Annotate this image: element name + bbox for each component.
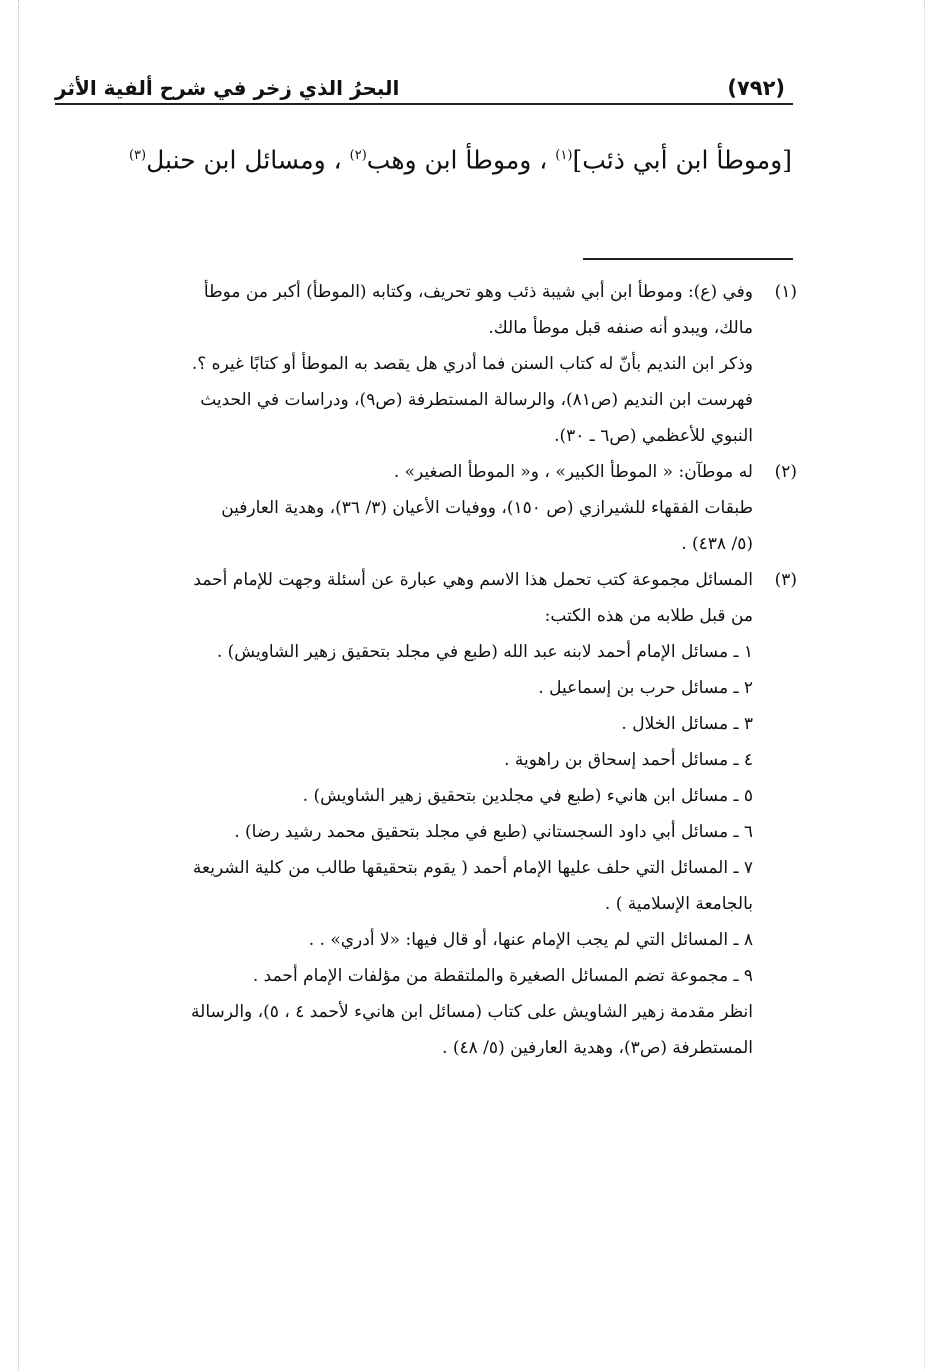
footnote-list-item: ٢ ـ مسائل حرب بن إسماعيل . (538, 678, 753, 698)
footnote-text: المسائل مجموعة كتب تحمل هذا الاسم وهي عبارة عن أسئلة وجهت للإمام أحمد (193, 570, 753, 590)
footnote-list-item: ٣ ـ مسائل الخلال . (621, 714, 753, 734)
scan-margin-dots-left (18, 0, 19, 1370)
footnote-line: المستطرفة (ص٣)، وهدية العارفين (٥/ ٤٨) . (442, 1038, 753, 1058)
footnote-line: (٥/ ٤٣٨) . (681, 534, 753, 554)
footnote-list-item: ٩ ـ مجموعة تضم المسائل الصغيرة والملتقطة من مؤلفات الإمام أحمد . (252, 966, 753, 986)
footnote-list-item: ٨ ـ المسائل التي لم يجب الإمام عنها، أو قال فيها: «لا أدري» . . (308, 930, 753, 950)
page-number: (٧٩٢) (727, 76, 785, 100)
footnote-text: له موطآن: « الموطأ الكبير» ، و« الموطأ الصغير» . (393, 462, 753, 482)
footnote-separator (583, 258, 793, 260)
footnote-list-item: ٤ ـ مسائل أحمد إسحاق بن راهوية . (504, 750, 753, 770)
footnote-list-item: ٥ ـ مسائل ابن هانيء (طبع في مجلدين بتحقيق زهير الشاويش) . (302, 786, 753, 806)
scan-margin-dots-right (924, 0, 925, 1370)
footnote-line (87, 274, 797, 310)
footnote-line: فهرست ابن النديم (ص٨١)، والرسالة المستطرفة (ص٩)، ودراسات في الحديث (200, 390, 753, 410)
footnote-list-item: ٦ ـ مسائل أبي داود السجستاني (طبع في مجلد بتحقيق محمد رشيد رضا) . (234, 822, 753, 842)
running-title: البحرُ الذي زخر في شرح ألفية الأثر (55, 76, 400, 100)
footnote-line (87, 454, 797, 490)
footnote-number: (٣) (774, 570, 797, 590)
footnote-line: وذكر ابن النديم بأنّ له كتاب السنن فما أدري هل يقصد به الموطأ أو كتابًا غيره ؟. (191, 354, 753, 374)
footnote-line: مالك، ويبدو أنه صنفه قبل موطأ مالك. (488, 318, 753, 338)
footnote-line (87, 562, 797, 598)
main-text-line (72, 133, 792, 183)
main-text-part-1: [وموطأ ابن أبي ذئب] (572, 145, 792, 175)
footnote-ref-3[interactable]: (٣) (128, 148, 147, 163)
footnote-text: وفي (ع): وموطأ ابن أبي شيبة ذئب وهو تحريف، وكتابه (الموطأ) أكبر من موطأ (203, 282, 753, 302)
footnote-line: طبقات الفقهاء للشيرازي (ص ١٥٠)، ووفيات الأعيان (٣/ ٣٦)، وهدية العارفين (221, 498, 753, 518)
main-text-part-3: ، ومسائل ابن حنبل (146, 145, 350, 175)
footnote-line: من قبل طلابه من هذه الكتب: (544, 606, 753, 626)
footnote-ref-1[interactable]: (١) (555, 148, 573, 163)
footnote-number: (٢) (774, 462, 797, 482)
footnotes (87, 274, 797, 1066)
footnote-ref-2[interactable]: (٢) (349, 148, 367, 163)
main-text-part-2: ، وموطأ ابن وهب (366, 145, 556, 175)
footnote-1 (87, 274, 797, 454)
footnote-number: (١) (774, 282, 797, 302)
footnote-3 (87, 562, 797, 1066)
footnote-list-item: ١ ـ مسائل الإمام أحمد لابنه عبد الله (طبع في مجلد بتحقيق زهير الشاويش) . (216, 642, 753, 662)
header-rule (55, 103, 793, 105)
footnote-list-item: ٧ ـ المسائل التي حلف عليها الإمام أحمد ( يقوم بتحقيقها طالب من كلية الشريعة (192, 858, 753, 878)
footnote-list-item: بالجامعة الإسلامية ) . (604, 894, 753, 914)
footnote-line: انظر مقدمة زهير الشاويش على كتاب (مسائل ابن هانيء لأحمد ٤ ، ٥)، والرسالة (191, 1002, 753, 1022)
footnote-line: النبوي للأعظمي (ص٦ ـ ٣٠). (554, 426, 753, 446)
footnote-2 (87, 454, 797, 562)
